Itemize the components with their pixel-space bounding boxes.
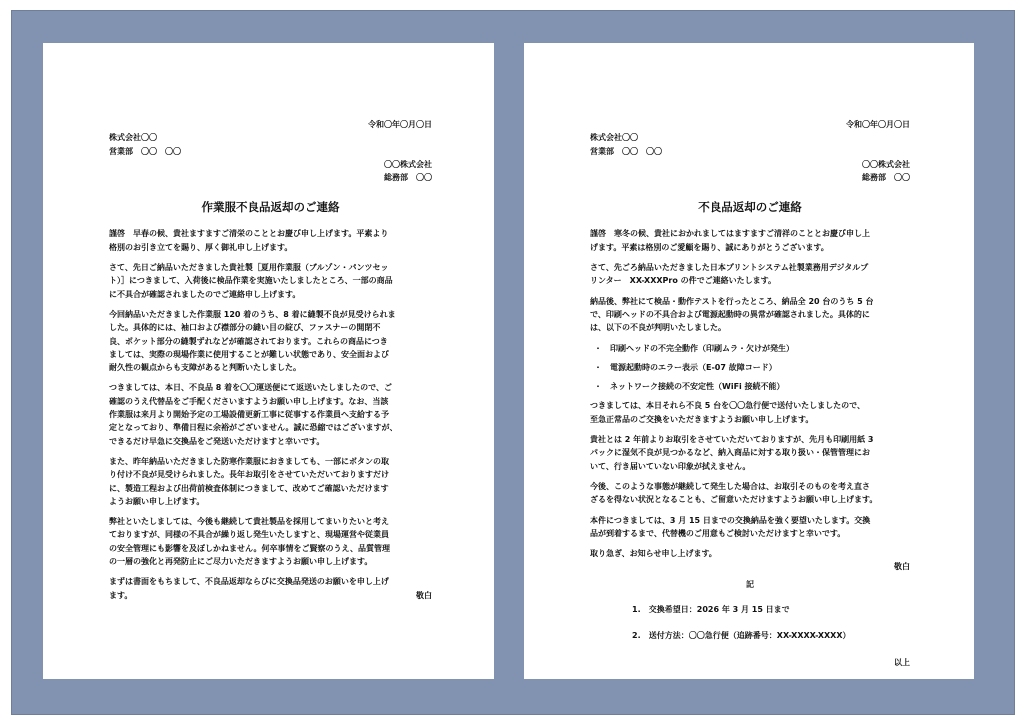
paragraph: つきましては、本日それら不良 5 台を〇〇急行便で送付いたしましたので、 至急正常品のご交換をいただきますようお願い申し上げます。 — [590, 401, 865, 424]
list-item: 1. 交換希望日：2026 年 3 月 15 日まで — [632, 605, 790, 615]
paragraph: 本件につきましては、3 月 15 日までの交換納品を強く要望いたします。交換 品が到着するまで、代替機のご用意もご検討いただけますと幸いです。 — [590, 515, 871, 538]
list-item: ・ ネットワーク接続の不安定性（WiFi 接続不能） — [594, 382, 785, 392]
list-item: 2. 送付方法：〇〇急行便（追跡番号：XX-XXXX-XXXX） — [632, 631, 851, 641]
document-page-left — [43, 43, 494, 679]
closing: 敬白 — [894, 562, 910, 572]
paragraph: 弊社といたしましては、今後も継続して貴社製品を採用してまいりたいと考え ておりますが、同様の不具合が繰り返し発生いたしますと、現場運営や従業員 の安全管理にも影響を及ぼしかねません。何卒事情をご賢察のうえ、品質管理 の一層の強化と再発防止にご尽力いただきますようお願い申し上げます。 — [109, 517, 390, 567]
recipient-dept: 営業部 〇〇 〇〇 — [590, 146, 662, 156]
date: 令和〇年〇月〇日 — [846, 120, 910, 129]
recipient-dept: 営業部 〇〇 〇〇 — [109, 146, 181, 156]
sender-company: 〇〇株式会社 — [862, 159, 910, 169]
document-title: 作業服不良品返却のご連絡 — [201, 200, 340, 215]
recipient-company: 株式会社〇〇 — [590, 133, 638, 143]
list-item: ・ 電源起動時のエラー表示（E-07 故障コード） — [594, 362, 777, 372]
paragraph: 貴社とは 2 年前よりお取引をさせていただいておりますが、先月も印刷用紙 3 パックに湿気不良が見つかるなど、納入商品に対する取り扱い・保管管理にお いて、行き届いていない印象が拭えません。 — [590, 435, 874, 471]
body — [109, 227, 432, 602]
paragraph: さて、先日ご納品いただきました貴社製［夏用作業服（ブルゾン・パンツセッ ト）］につきまして、入荷後に検品作業を実施いたしましたところ、一部の商品 に不具合が確認されましたのでご連絡申し上げます。 — [109, 263, 393, 299]
paragraph: つきましては、本日、不良品 8 着を〇〇運送便にて返送いたしましたので、ご 確認のうえ代替品をご手配くださいますようお願い申し上げます。なお、当該 作業服は来月より開始予定の工場設備更新工事に従事する作業員へ支給する予 定となっており、準備日程に余裕がございません。誠に恐縮ではございますが、 できるだけ早急に交換品をご発送いただけますと幸いです。 — [109, 383, 398, 446]
paragraph: 今回納品いただきました作業服 120 着のうち、8 着に縫製不良が見受けられま した。具体的には、袖口および襟部分の縫い目の綻び、ファスナーの開閉不 良、ポケット部分の縫製ずれなどが確認されております。これらの商品につき ましては、実際の現場作業に使用することが難しい状態であり、安全面および 耐久性の観点からも支障があると判断いたしました。 — [109, 309, 396, 373]
closing: 敬白 — [416, 590, 432, 600]
defect-list — [590, 342, 910, 394]
list-item: ・ 印刷ヘッドの不完全動作（印刷ムラ・欠けが発生） — [594, 343, 794, 353]
sender-dept: 総務部 〇〇 — [384, 173, 432, 183]
paragraph: 謹啓 早春の候、貴社ますますご清栄のこととお慶び申し上げます。平素より 格別のお引き立てを賜り、厚く御礼申し上げます。 — [109, 229, 389, 252]
paragraph: 納品後、弊社にて検品・動作テストを行ったところ、納品全 20 台のうち 5 台 で、印刷ヘッドの不具合および電源起動時の異常が確認されました。具体的に は、以下の不良が判明いたしました。 — [590, 296, 874, 333]
document-page-right — [524, 43, 974, 679]
date: 令和〇年〇月〇日 — [368, 120, 432, 129]
paragraph: さて、先ごろ納品いただきました日本プリントシステム社製業務用デジタルプ リンター XX-XXXPro の件でご連絡いたします。 — [590, 263, 869, 286]
sender-company: 〇〇株式会社 — [384, 159, 432, 169]
paragraph: 謹啓 寒冬の候、貴社におかれましてはますますご清祥のこととお慶び申し上 げます。平素は格別のご愛顧を賜り、誠にありがとうございます。 — [590, 229, 870, 252]
paragraph: 取り急ぎ、お知らせ申し上げます。 — [590, 549, 717, 559]
recipient-company: 株式会社〇〇 — [109, 133, 157, 143]
sender-dept: 総務部 〇〇 — [862, 173, 910, 183]
ijo-closing: 以上 — [894, 657, 910, 667]
ki-heading: 記 — [746, 579, 754, 589]
body — [590, 227, 910, 668]
paragraph: 今後、このような事態が継続して発生した場合は、お取引そのものを考え直さ ざるを得ない状況となることも、ご留意いただけますようお願い申し上げます。 — [590, 481, 878, 505]
details-list — [590, 603, 910, 643]
paragraph: まずは書面をもちまして、不良品返却ならびに交換品発送のお願いを申し上げ ます。 — [109, 577, 389, 600]
paragraph: また、昨年納品いただきました防寒作業服におきましても、一部にボタンの取 り付け不良が見受けられました。長年お取引をさせていただいておりますだけ に、製造工程および出荷前検査体制につきまして、改めてご確認いただけます ようお願い申し上げます。 — [109, 456, 389, 506]
document-title: 不良品返却のご連絡 — [698, 200, 802, 215]
